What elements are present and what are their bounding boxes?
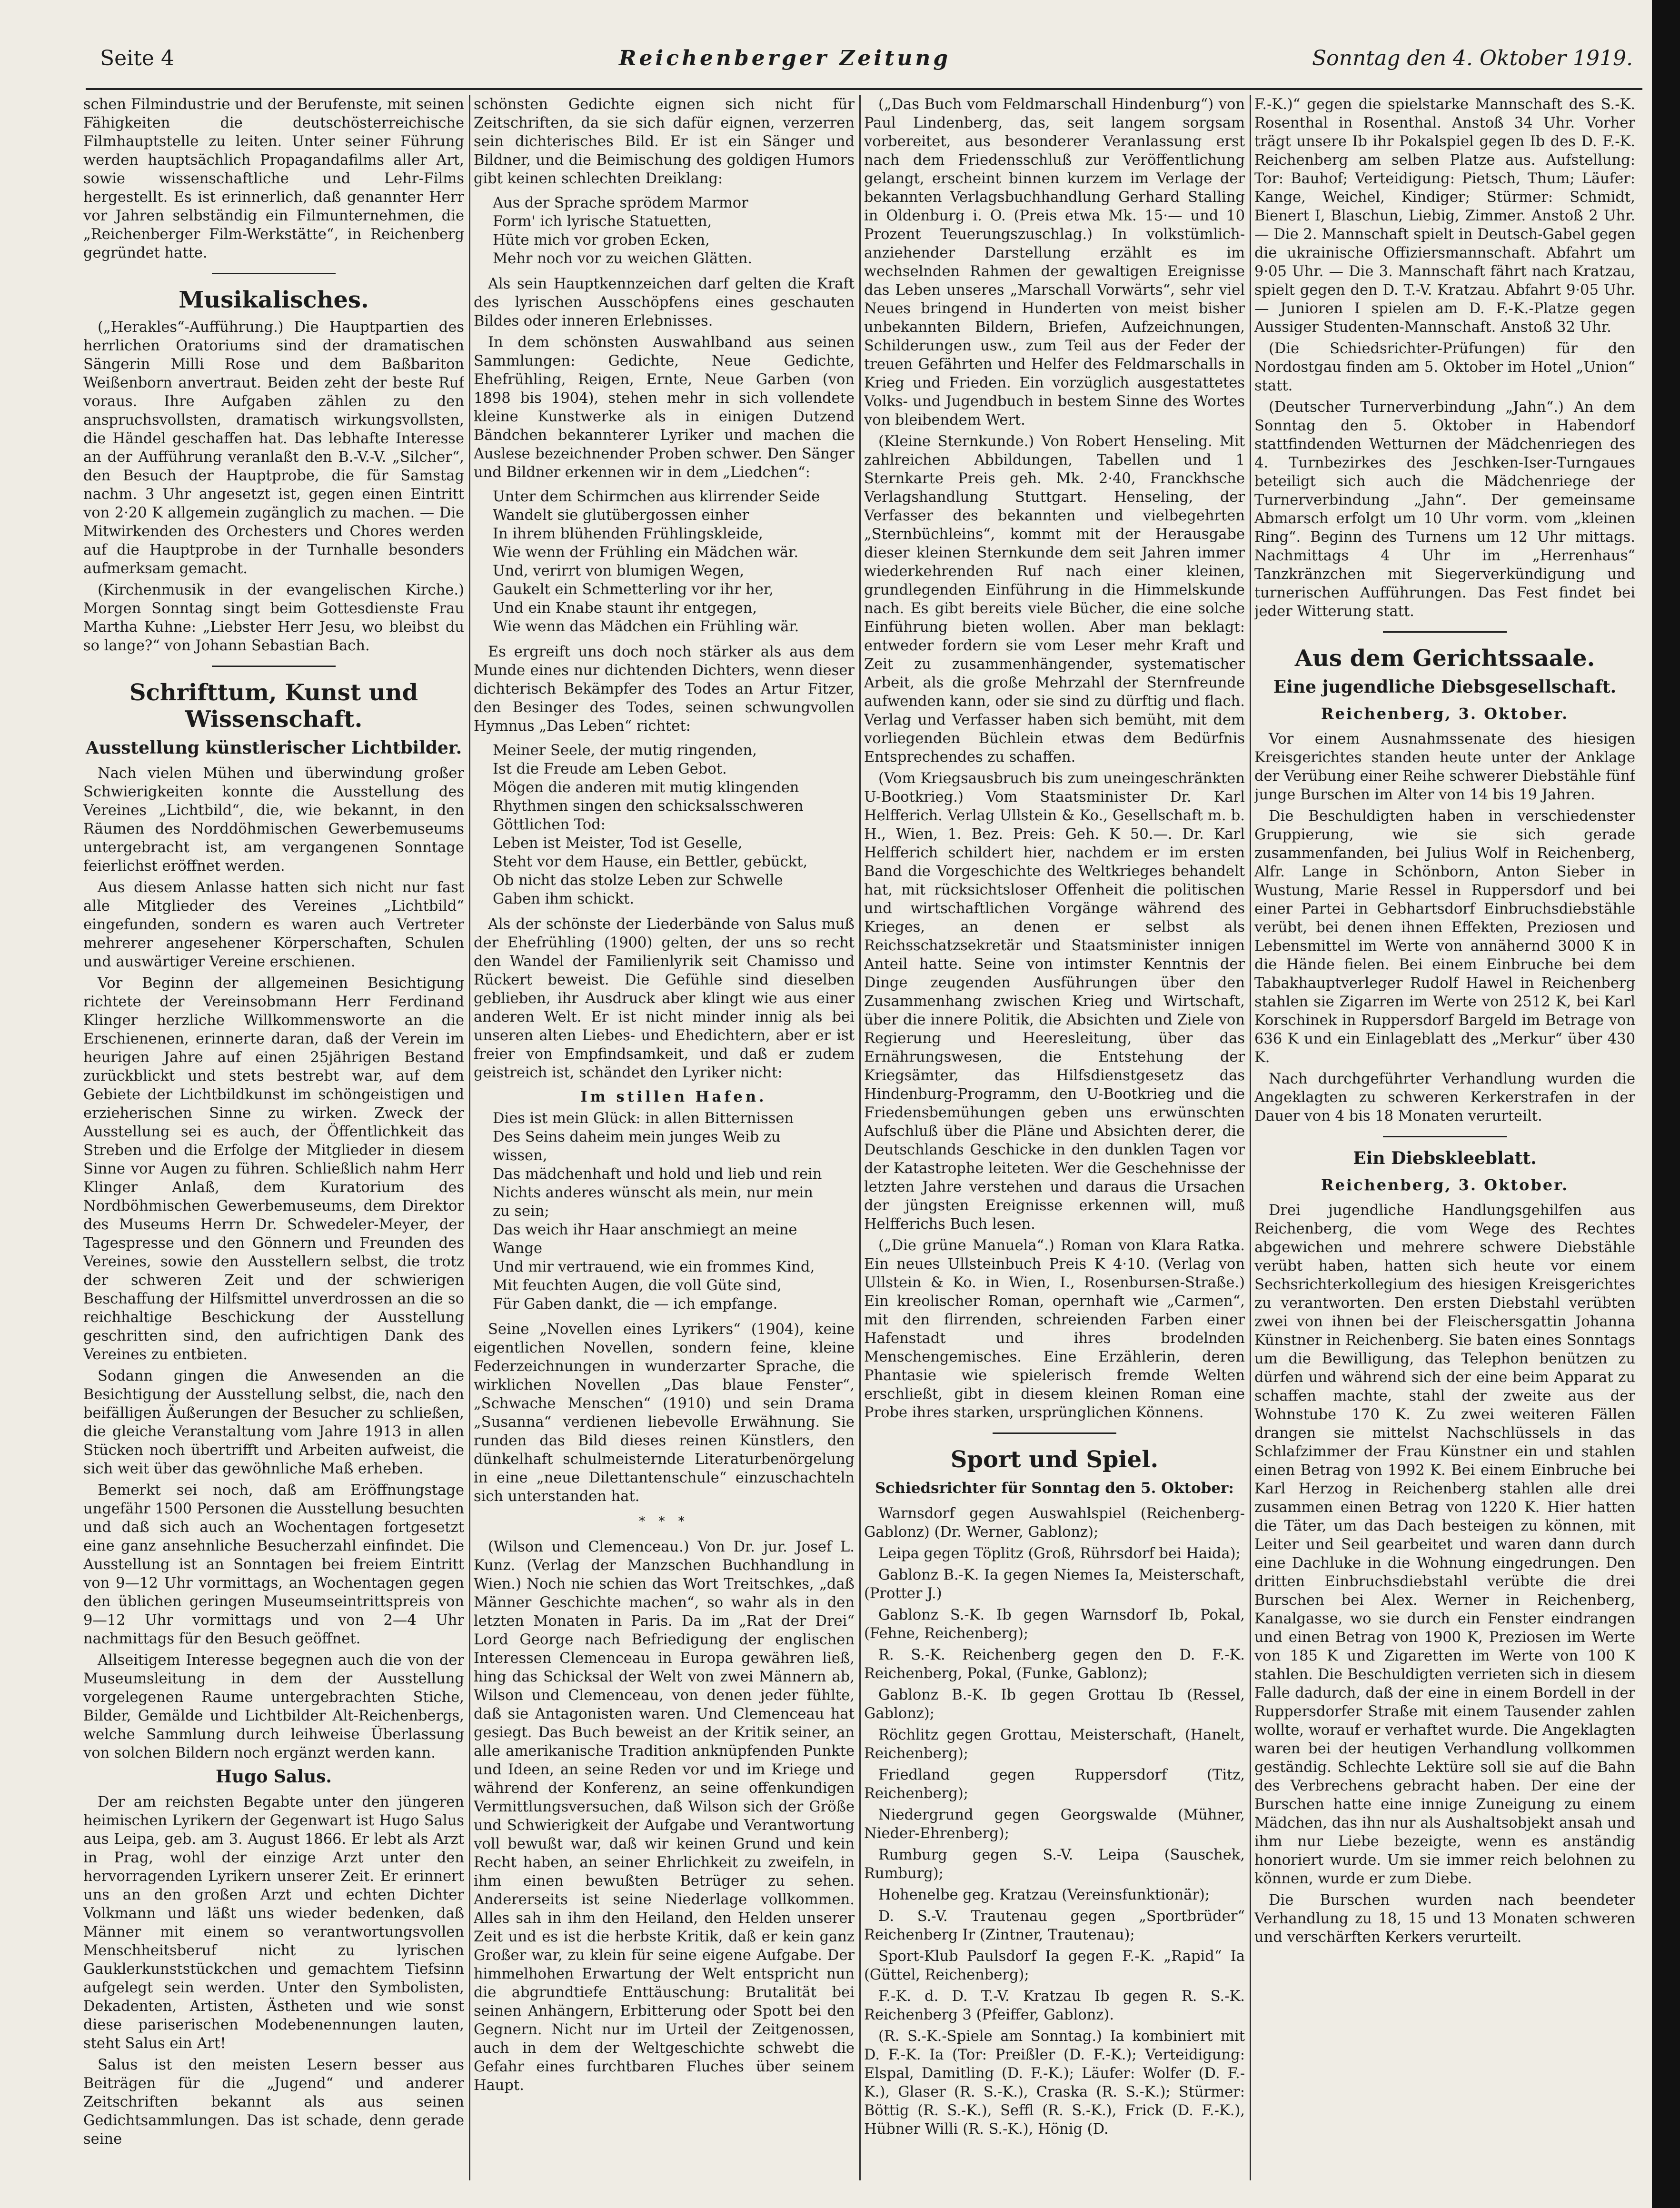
poem-line: Ob nicht das stolze Leben zur Schwelle: [493, 872, 783, 889]
sport-listing: Sport-Klub Paulsdorf Ia gegen F.-K. „Rapid“ Ia (Güttel, Reichenberg);: [864, 1948, 1245, 1983]
article-paragraph: Bemerkt sei noch, daß am Eröffnungstage ungefähr 1500 Personen die Ausstellung besuchten und daß sich auch an Wochentagen fortgesetzt eine ganz ansehnliche Besucherzahl einfindet. Die Ausstellung ist an Sonntagen bei freiem Eintritt von 9—12 Uhr vormittags, an Wochentagen gegen den üblichen geringen Museumseintrittspreis von 9—12 Uhr vormittags und von 2—4 Uhr nachmittags für den Besuch geöffnet.: [83, 1482, 464, 1647]
column-rule: [1250, 95, 1251, 2180]
column-rule: [469, 95, 470, 2180]
poem-line: Für Gaben dankt, die — ich empfange.: [493, 1296, 778, 1313]
article-paragraph: Vor Beginn der allgemeinen Besichtigung richtete der Vereinsobmann Herr Ferdinand Klinger herzliche Willkommensworte an die Erschienenen, erinnerte daran, daß der Verein im heurigen Jahre auf einen 25jährigen Bestand zurückblickt und stets bestrebt war, auf dem Gebiete der Lichtbildkunst im schöngeistigen und erzieherischen Sinne zu wirken. Zweck der Ausstellung sei es auch, der Öffentlichkeit das Streben und die Erfolge der Mitglieder in diesem Sinne vor Augen zu führen. Schließlich nahm Herr Klinger Anlaß, dem Kuratorium des Nordböhmischen Gewerbemuseums, dem Direktor des Museums Herrn Dr. Schwedeler-Meyer, der Tagespresse und den Gönnern und Freunden des Vereines, sowie den Ausstellern selbst, die trotz der schweren Zeit und der schwierigen Beschaffung der Hilfsmittel unverdrossen an die so reichhaltige Beschickung der Ausstellung geschritten sind, den aufrichtigen Dank des Vereines zu entbieten.: [83, 975, 464, 1363]
article-paragraph: Salus ist den meisten Lesern besser aus Beiträgen für die „Jugend“ und anderer Zeitschriften bekannt als aus seinen Gedichtsammlungen. Das ist schade, denn gerade seine: [83, 2057, 464, 2148]
poem-line: Unter dem Schirmchen aus klirrender Seide: [493, 488, 820, 505]
poem-line: Ist die Freude am Leben Gebot.: [493, 761, 727, 777]
article-paragraph: In dem schönsten Auswahlband aus seinen Sammlungen: Gedichte, Neue Gedichte, Ehefrühling, Reigen, Ernte, Neue Garben (von 1898 bis 1904), stehen mehr in sich vollendete kleine Kunstwerke als in einigen Dutzend Bändchen bekannterer Lyriker und machen die Auslese bezeichnender Proben schwer. Den Sänger und Bildner erkennen wir in dem „Liedchen“:: [474, 334, 855, 481]
poem-line: Form' ich lyrische Statuetten,: [493, 213, 712, 230]
article-paragraph: Nach vielen Mühen und überwindung großer Schwierigkeiten konnte die Ausstellung des Vereines „Lichtbild“, die, wie bekannt, in den Räumen des Norddöhmischen Gewerbemuseums untergebracht ist, am vergangenen Sonntage feierlichst eröffnet werden.: [83, 765, 464, 875]
poem-line: Gaukelt ein Schmetterling vor ihr her,: [493, 581, 774, 598]
article-paragraph: („Die grüne Manuela“.) Roman von Klara Ratka. Ein neues Ullsteinbuch Preis K 4·10. (Verlag von Ullstein & Ko. in Wien, I., Rosenbursen-Straße.) Ein kreolischer Roman, opernhaft wie „Carmen“, mit den flirrenden, schreienden Farben einer Hafenstadt und ihres brodelnden Menschengemisches. Eine Erzählerin, deren Phantasie wie spielerisch fremde Welten erschließt, gibt in diesem kleinen Roman eine Probe ihres starken, ursprünglichen Könnens.: [864, 1237, 1245, 1421]
sport-listing: (R. S.-K.-Spiele am Sonntag.) Ia kombiniert mit D. F.-K. Ia (Tor: Preißler (D. F.-K.); Verteidigung: Elspal, Damitling (D. F.-K.); Läufer: Wolfer (D. F.-K.), Glaser (R. S.-K.), Craska (R. S.-K.); Stürmer: Böttig (R. S.-K.), Seffl (R. S.-K.), Frick (D. F.-K.), Hübner Willi (R. S.-K.), Hönig (D.: [864, 2028, 1245, 2138]
article-paragraph: (Vom Kriegsausbruch bis zum uneingeschränkten U-Bootkrieg.) Vom Staatsminister Dr. Karl Helfferich. Verlag Ullstein & Ko., Gesellschaft m. b. H., Wien, 1. Bez. Preis: Geh. K 50.—. Dr. Karl Helfferich schildert hier, nachdem er im ersten Band die Vorgeschichte des Weltkrieges behandelt hat, mit rücksichtsloser Offenheit die politischen und wirtschaftlichen Vorgänge während des Krieges, an denen er selbst als Reichsschatzsekretär und Staatsminister innigen Anteil hatte. Seine von intimster Kenntnis der Dinge zeugenden Ausführungen über den Zusammenhang zwischen Krieg und Wirtschaft, über die innere Politik, die Absichten und Ziele von Regierung und Heeresleitung, über das Ernährungswesen, die Entstehung der Kriegsämter, das Hilfsdienstgesetz das Hindenburg-Programm, den U-Bootkrieg und die Friedensbemühungen geben uns erwünschten Aufschluß über die Pläne und Absichten derer, die Deutschlands Geschicke in den dunklen Tagen vor der Katastrophe leiteten. Wer die Geschehnisse der letzten Jahre verstehen und daraus die Ursachen der jüngsten Ereignisse erkennen will, muß Helfferichs Buch lesen.: [864, 770, 1245, 1233]
article-paragraph: schen Filmindustrie und der Berufenste, mit seinen Fähigkeiten die deutschösterreichische Filmhauptstelle zu leiten. Unter seiner Führung werden hauptsächlich Propagandafilms aller Art, sowie wissenschaftliche und Lehr-Films hergestellt. Es ist erinnerlich, daß genannter Herr vor Jahren selbständig ein Filmunternehmen, die „Reichenberger Film-Werkstätte“, in Reichenberg gegründet hatte.: [83, 96, 464, 261]
article-paragraph: („Das Buch vom Feldmarschall Hindenburg“) von Paul Lindenberg, das, seit langem sorgsam vorbereitet, aus besonderer Veranlassung erst nach dem Friedensschluß zur Veröffentlichung gelangt, erscheint binnen kurzem im Verlage der bekannten Verlagsbuchhandlung Gerhard Stalling in Oldenburg i. O. (Preis etwa Mk. 15·— und 10 Prozent Teuerungszuschlag.) In volkstümlich-anziehender Darstellung erzählt es im wechselnden Rahmen der gewaltigen Ereignisse das Leben unseres „Marschall Vorwärts“, sehr viel Neues bringend in Hunderten von meist bisher unbekannten Bildern, Briefen, Aufzeichnungen, Schilderungen usw., zum Teil aus der Feder der treuen Gefährten und Helfer des Feldmarschalls in Krieg und Frieden. Ein vorzüglich ausgestattetes Volks- und Jugendbuch in bestem Sinne des Wortes von bleibendem Wert.: [864, 96, 1245, 428]
divider: [212, 273, 336, 274]
header-rule: [86, 88, 1642, 90]
column-4: [1254, 95, 1635, 2180]
poem-stillen-hafen: [493, 1088, 855, 1313]
article-paragraph: Vor einem Ausnahmssenate des hiesigen Kreisgerichtes standen heute unter der Anklage der Verübung einer Reihe schwerer Diebstähle fünf junge Burschen im Alter von 14 bis 19 Jahren.: [1254, 731, 1635, 803]
article-paragraph: Als der schönste der Liederbände von Salus muß der Ehefrühling (1900) gelten, der uns so recht den Wandel der Familienlyrik seit Chamisso und Rückert beweist. Die Gefühle sind dieselben geblieben, ihr Ausdruck aber klingt wie aus einer anderen Welt. Er ist nicht minder innig als bei unseren alten Liebes- und Ehedichtern, aber er ist freier von Empfindsamkeit, und daß er zudem geistreich ist, schändet den Lyriker nicht:: [474, 916, 855, 1081]
poem-line: Das weich ihr Haar anschmiegt an meine: [493, 1222, 797, 1238]
section-heading-schrifttum: Schrifttum, Kunst und Wissenschaft.: [129, 679, 418, 733]
poem-line: In ihrem blühenden Frühlingskleide,: [493, 526, 763, 542]
sport-listing: D. S.-V. Trautenau gegen „Sportbrüder“ Reichenberg Ir (Zintner, Trautenau);: [864, 1908, 1245, 1943]
article-paragraph: Drei jugendliche Handlungsgehilfen aus Reichenberg, die vom Wege des Rechtes abgewichen und mehrere schwere Diebstähle verübt haben, hatten sich heute vor einem Sechsrichterkollegium des hiesigen Kreisgerichtes zu verantworten. Den ersten Diebstahl verübten zwei von ihnen bei der Fleischersgattin Johanna Künstner in Reichenberg. Sie baten eines Sonntags um die Bewilligung, das Telephon benützen zu dürfen und während sich der eine beim Apparat zu schaffen machte, stahl der zweite aus der Wohnstube 170 K. Zu zwei weiteren Fällen drangen sie mittelst Nachschlüssels in das Schlafzimmer der Frau Künstner ein und stahlen einen Betrag von 1992 K. Bei einem Einbruche bei Karl Herzog in Reichenberg stahlen alle drei zusammen einen Betrag von 1220 K. Hier hatten die Täter, um das Dach besteigen zu können, mit Leiter und Seil gearbeitet und waren dann durch eine Dachluke in die Wohnung eingedrungen. Den dritten Einbruchsdiebstahl verübte die drei Burschen bei Alex. Werner in Reichenberg, Kanalgasse, wo sie durch ein Fenster eindrangen und einen Betrag von 1900 K, Preziosen im Werte von 185 K und Zigaretten im Werte von 100 K stahlen. Die Beschuldigten verrieten sich in diesem Falle dadurch, daß der eine in einem Bordell in der Ruppersdorfer Straße mit einem Tausender zahlen wollte, worauf er verhaftet wurde. Die Angeklagten waren bei der heutigen Verhandlung vollkommen geständig. Schlechte Lektüre soll sie auf die Bahn des Verbrechens gebracht haben. Der eine der Burschen hatte eine innige Zuneigung zu einem Mädchen, das ihn nur als Aushaltsobjekt ansah und ihm nur Liebe bezeigte, wenn es anständig honoriert wurde. Um sie immer reich belohnen zu können, wurde er zum Diebe.: [1254, 1202, 1635, 1887]
article-paragraph: (Die Schiedsrichter-Prüfungen) für den Nordostgau finden am 5. Oktober im Hotel „Union“ statt.: [1254, 340, 1635, 394]
dateline: Reichenberg, 3. Oktober.: [1321, 705, 1569, 723]
scan-edge: [1652, 0, 1680, 2208]
poem-title: Im stillen Hafen.: [580, 1088, 767, 1105]
section-heading-sport: Sport und Spiel.: [950, 1446, 1159, 1473]
dateline: Reichenberg, 3. Oktober.: [1321, 1176, 1569, 1194]
poem-line: Nichts anderes wünscht als mein, nur mein: [493, 1184, 813, 1201]
article-paragraph: Die Beschuldigten haben in verschiedenster Gruppierung, wie sie sich gerade zusammenfanden, bei Julius Wolf in Reichenberg, Alfr. Lange in Schönborn, Anton Sieber in Wustung, Marie Ressel in Ruppersdorf und bei einer Partei in Gebhartsdorf Einbruchsdiebstähle verübt, bei denen ihnen Effekten, Preziosen und Lebensmittel im Werte von annähernd 3000 K in die Hände fielen. Bei einem Einbruche bei dem Tabakhauptverleger Rudolf Hawel in Reichenberg stahlen sie Zigarren im Werte von 2512 K, bei Karl Korschinek in Ruppersdorf Bargeld im Betrage von 636 K und ein Einlageblatt des „Merkur“ über 430 K.: [1254, 808, 1635, 1066]
poem-line: Und mir vertrauend, wie ein frommes Kind,: [493, 1259, 815, 1275]
column-1: [83, 95, 464, 2180]
sport-listing: Niedergrund gegen Georgswalde (Mühner, Nieder-Ehrenberg);: [864, 1807, 1245, 1842]
article-heading-ausstellung: Ausstellung künstlerischer Lichtbilder.: [85, 738, 462, 758]
article-paragraph: Seine „Novellen eines Lyrikers“ (1904), keine eigentlichen Novellen, sondern feine, kleine Federzeichnungen in wunderzarter Sprache, die wirklichen Novellen „Das blaue Fenster“, „Schwache Menschen“ (1910) und sein Drama „Susanna“ verdienen liebevolle Erwähnung. Sie runden das Bild dieses reinen Künstlers, den dünkelhaft schulmeisternde Literaturbenörgelung in eine „neue Dilettantenschule“ einzuschachteln sich unterstanden hat.: [474, 1321, 855, 1505]
article-paragraph: Der am reichsten Begabte unter den jüngeren heimischen Lyrikern der Gegenwart ist Hugo Salus aus Leipa, geb. am 3. August 1866. Er lebt als Arzt in Prag, wohl der einzige Arzt unter den hervorragenden Lyrikern unserer Zeit. Er erinnert uns an den großen Arzt und echten Dichter Volkmann und läßt uns wieder bedenken, daß Männer mit einem so verantwortungsvollen Menschheitsberuf nicht zu lyrischen Gauklerkunststückchen und gemachtem Tiefsinn aufgelegt sein werden. Unter den Symbolisten, Dekadenten, Artisten, Ästheten und wie sonst diese pariserischen Modebenennungen lauten, steht Salus ein Art!: [83, 1794, 464, 2052]
article-paragraph: F.-K.)“ gegen die spielstarke Mannschaft des S.-K. Rosenthal in Rosenthal. Anstoß 34 Uhr. Vorher trägt unsere Ib ihr Pokalspiel gegen Ib des D. F.-K. Reichenberg am selben Platze aus. Aufstellung: Tor: Bauhof; Verteidigung: Pietsch, Thum; Läufer: Kange, Weichel, Kindiger; Stürmer: Schmidt, Bienert I, Blaschun, Liebig, Zimmer. Anstoß 2 Uhr. — Die 2. Mannschaft spielt in Deutsch-Gabel gegen die ukrainische Offiziersmannschaft. Abfahrt um 9·05 Uhr. — Die 3. Mannschaft fährt nach Kratzau, spielt gegen den D. T.-V. Kratzau. Abfahrt 9·05 Uhr. — Junioren I spielen am D. F.-K.-Platze gegen Aussiger Studenten-Mannschaft. Anstoß 32 Uhr.: [1254, 96, 1635, 336]
poem-line: Wange: [493, 1240, 543, 1257]
sport-listing: Röchlitz gegen Grottau, Meisterschaft, (Hanelt, Reichenberg);: [864, 1727, 1245, 1762]
issue-date: Sonntag den 4. Oktober 1919.: [1312, 46, 1633, 70]
poem-line: Und, verirrt von blumigen Wegen,: [493, 563, 745, 579]
article-paragraph: Aus diesem Anlasse hatten sich nicht nur fast alle Mitglieder des Vereines „Lichtbild“ eingefunden, sondern es waren auch Vertreter mehrerer angesehener Körperschaften, Schulen und auswärtiger Vereine erschienen.: [83, 879, 464, 970]
column-rule: [859, 95, 861, 2180]
column-3: [864, 95, 1245, 2180]
article-paragraph: schönsten Gedichte eignen sich nicht für Zeitschriften, da sie sich dafür eignen, verzerren sein dichterisches Bild. Er ist ein Sänger und Bildner, und die Beimischung des goldigen Humors gibt keinen schlechten Dreiklang:: [474, 96, 855, 187]
poem-line: Das mädchenhaft und hold und lieb und rein: [493, 1166, 822, 1183]
poem-line: wissen,: [493, 1147, 547, 1164]
article-heading-diebsgesellschaft: Eine jugendliche Diebsgesellschaft.: [1273, 677, 1617, 697]
poem-line: Mit feuchten Augen, die voll Güte sind,: [493, 1277, 782, 1294]
poem-line: Mögen die anderen mit mutig klingenden: [493, 779, 799, 796]
sport-listing: Friedland gegen Ruppersdorf (Titz, Reichenberg);: [864, 1767, 1245, 1802]
section-heading-musik: Musikalisches.: [179, 287, 369, 313]
poem-line: Rhythmen singen den schicksalsschweren: [493, 798, 804, 815]
sport-listing: Leipa gegen Töplitz (Groß, Rührsdorf bei Haida);: [878, 1545, 1241, 1562]
poem-line: Mehr noch vor zu weichen Glätten.: [493, 250, 753, 267]
divider: [1383, 1136, 1507, 1137]
poem-line: Leben ist Meister, Tod ist Geselle,: [493, 835, 743, 852]
poem-line: Des Seins daheim mein junges Weib zu: [493, 1129, 781, 1145]
poem-line: Steht vor dem Hause, ein Bettler, gebückt,: [493, 854, 808, 870]
sport-listing: Gablonz S.-K. Ib gegen Warnsdorf Ib, Pokal, (Fehne, Reichenberg);: [864, 1607, 1245, 1642]
divider: [993, 1432, 1116, 1434]
poem-statuetten: [493, 194, 855, 268]
divider: [1383, 631, 1507, 633]
poem-line: Wandelt sie glutübergossen einher: [493, 507, 749, 524]
article-heading-salus: Hugo Salus.: [216, 1767, 332, 1787]
sport-listing: Gablonz B.-K. Ib gegen Grottau Ib (Ressel, Gablonz);: [864, 1687, 1245, 1722]
poem-line: Aus der Sprache sprödem Marmor: [493, 195, 748, 211]
poem-line: Hüte mich vor groben Ecken,: [493, 232, 710, 249]
poem-das-leben: [493, 741, 855, 908]
sport-listing: Gablonz B.-K. Ia gegen Niemes Ia, Meisterschaft, (Protter J.): [864, 1567, 1245, 1602]
column-2: [474, 95, 855, 2180]
article-heading-schiedsrichter: Schiedsrichter für Sonntag den 5. Oktober:: [875, 1480, 1234, 1497]
poem-line: Und ein Knabe staunt ihr entgegen,: [493, 600, 757, 617]
newspaper-title: Reichenberger Zeitung: [619, 46, 951, 70]
article-paragraph: Allseitigem Interesse begegnen auch die von der Museumsleitung in dem der Ausstellung vorgelegenen Raume untergebrachten Stiche, Bilder, Gemälde und Lichtbilder Alt-Reichenbergs, welche Sammlung durch leihweise Überlassung von solchen Bildern noch ergänzt werden kann.: [83, 1652, 464, 1761]
article-paragraph: („Herakles“-Aufführung.) Die Hauptpartien des herrlichen Oratoriums sind der dramatischen Sängerin Milli Rose und dem Baßbariton Weißenborn anvertraut. Beiden zeht der beste Ruf voraus. Ihre Aufgaben zählen zu den anspruchsvollsten, dramatisch wirkungsvollsten, die Händel geschaffen hat. Das lebhafte Interesse an der Aufführung veranlaßt den B.-V.-V. „Silcher“, den Besuch der Hauptprobe, die für Samstag nachm. 3 Uhr angesetzt ist, gegen einen Eintritt von 2·20 K allgemein zugänglich zu machen. — Die Mitwirkenden des Orchesters und Chores werden auf die Hauptprobe in der Turnhalle besonders aufmerksam gemacht.: [83, 319, 464, 577]
article-heading-diebskleeblatt: Ein Diebskleeblatt.: [1353, 1148, 1537, 1168]
sport-listing: Warnsdorf gegen Auswahlspiel (Reichenberg-Gablonz) (Dr. Werner, Gablonz);: [864, 1505, 1245, 1541]
poem-line: Wie wenn der Frühling ein Mädchen wär.: [493, 544, 799, 561]
section-heading-gerichtssaal: Aus dem Gerichtssaale.: [1294, 645, 1595, 672]
article-paragraph: Es ergreift uns doch noch stärker als aus dem Munde eines nur dichtenden Dichters, wenn dieser dichterisch Bekämpfer des Todes an Artur Fitzer, den Besinger des Todes, seinen schwungvollen Hymnus „Das Leben“ richtet:: [474, 644, 855, 735]
poem-liedchen: [493, 487, 855, 636]
poem-line: Meiner Seele, der mutig ringenden,: [493, 742, 757, 759]
poem-line: Göttlichen Tod:: [493, 816, 606, 833]
asterisk-separator: * * *: [639, 1514, 689, 1529]
page-number: Seite 4: [100, 46, 174, 70]
poem-line: Dies ist mein Glück: in allen Bitternissen: [493, 1110, 794, 1127]
article-paragraph: (Kleine Sternkunde.) Von Robert Henseling. Mit zahlreichen Abbildungen, Tabellen und 1 Sternkarte Preis geh. Mk. 2·40, Franckhsche Verlagshandlung Stuttgart. Henseling, der Verfasser des bekannten und vielbegehrten „Sternbüchleins“, kommt mit der Herausgabe dieser kleinen Sternkunde dem seit Jahren immer wiederkehrenden Ruf nach einer kleinen, grundlegenden Einführung in die Himmelskunde nach. Es gibt bereits viele Bücher, die eine solche Einführung bieten wollen. Aber man beklagt: entweder fordern sie vom Leser mehr Kraft und Zeit zu zusammenhängender, systematischer Arbeit, als die große Mehrzahl der Sternfreunde aufwenden kann, oder sie sind zu dürftig und flach. Verlag und Verfasser haben sich bemüht, mit dem vorliegenden Büchlein etwas dem Bedürfnis Entsprechendes zu schaffen.: [864, 433, 1245, 766]
page-header: [95, 44, 1633, 77]
article-paragraph: Sodann gingen die Anwesenden an die Besichtigung der Ausstellung selbst, die, nach den beifälligen Äußerungen der Besucher zu schließen, die gleiche Veranstaltung vom Jahre 1913 in allen Stücken noch übertrifft und Arbeiten aufweist, die sich weit über das gewöhnliche Maß erheben.: [83, 1368, 464, 1477]
article-paragraph: (Wilson und Clemenceau.) Von Dr. jur. Josef L. Kunz. (Verlag der Manzschen Buchhandlung in Wien.) Noch nie schien das Wort Treitschkes, „daß Männer Geschichte machen“, so wahr als in den letzten Monaten in Paris. Da im „Rat der Drei“ Lord George nach Befriedigung der englischen Interessen Clemenceau in Europa gewähren ließ, hing das Schicksal der Welt von zwei Männern ab, Wilson und Clemenceau, von denen jeder fühlte, daß sie Antagonisten waren. Und Clemenceau hat gesiegt. Das Buch beweist an der Kritik seiner, an alle amerikanische Tradition anknüpfenden Punkte und Ideen, an seine Reden vor und im Kriege und während der Konferenz, an seine offenkundigen Vermittlungsversuchen, daß Wilson sich der Größe und Schwierigkeit der Aufgabe und Verantwortung voll bewußt war, daß wir keinen Grund und kein Recht haben, an seiner Ehrlichkeit zu zweifeln, in ihm einen bewußten Betrüger zu sehen. Andererseits ist seine Niederlage vollkommen. Alles sah in ihm den Heiland, den Helden unserer Zeit und es ist die herbste Kritik, daß er kein ganz Großer war, zu klein für seine eigene Aufgabe. Der himmelhohen Erwartung der Welt entspricht nun die abgrundtiefe Enttäuschung: Brutalität bei seinen Anhängern, Erbitterung oder Spott bei den Gegnern. Nicht nur im Urteil der Zeitgenossen, auch in dem der Weltgeschichte schwebt die Gefahr eines furchtbaren Fluches über seinem Haupt.: [474, 1539, 855, 2094]
article-paragraph: Die Burschen wurden nach beendeter Verhandlung zu 18, 15 und 13 Monaten schweren und verschärften Kerkers verurteilt.: [1254, 1892, 1635, 1946]
sport-listing: F.-K. d. D. T.-V. Kratzau Ib gegen R. S.-K. Reichenberg 3 (Pfeiffer, Gablonz).: [864, 1988, 1245, 2023]
article-paragraph: (Deutscher Turnerverbindung „Jahn“.) An dem Sonntag den 5. Oktober in Habendorf stattfindenden Wetturnen der Mädchenriegen des 4. Turnbezirkes des Jeschken-Iser-Turngaues beteiligt sich auch die Mädchenriege der Turnerverbindung „Jahn“. Der gemeinsame Abmarsch erfolgt um 10 Uhr vorm. vom „kleinen Ring“. Beginn des Turnens um 12 Uhr mittags. Nachmittags 4 Uhr im „Herrenhaus“ Tanzkränzchen mit Siegerverkündigung und turnerischen Aufführungen. Das Fest findet bei jeder Witterung statt.: [1254, 399, 1635, 620]
poem-line: Wie wenn das Mädchen ein Frühling wär.: [493, 618, 799, 635]
sport-listing: R. S.-K. Reichenberg gegen den D. F.-K. Reichenberg, Pokal, (Funke, Gablonz);: [864, 1647, 1245, 1682]
article-paragraph: Als sein Hauptkennzeichen darf gelten die Kraft des lyrischen Ausschöpfens eines geschauten Bildes oder inneren Erlebnisses.: [474, 276, 855, 329]
article-paragraph: (Kirchenmusik in der evangelischen Kirche.) Morgen Sonntag singt beim Gottesdienste Frau Martha Kuhne: „Liebster Herr Jesu, wo bleibst du so lange?“ von Johann Sebastian Bach.: [83, 582, 464, 654]
poem-line: Gaben ihm schickt.: [493, 891, 635, 907]
divider: [212, 666, 336, 667]
article-paragraph: Nach durchgeführter Verhandlung wurden die Angeklagten zu schweren Kerkerstrafen in der Dauer von 4 bis 18 Monaten verurteilt.: [1254, 1071, 1635, 1124]
poem-line: zu sein;: [493, 1203, 549, 1220]
sport-listing: Hohenelbe geg. Kratzau (Vereinsfunktionär);: [878, 1887, 1210, 1903]
sport-listing: Rumburg gegen S.-V. Leipa (Sauschek, Rumburg);: [864, 1847, 1245, 1882]
